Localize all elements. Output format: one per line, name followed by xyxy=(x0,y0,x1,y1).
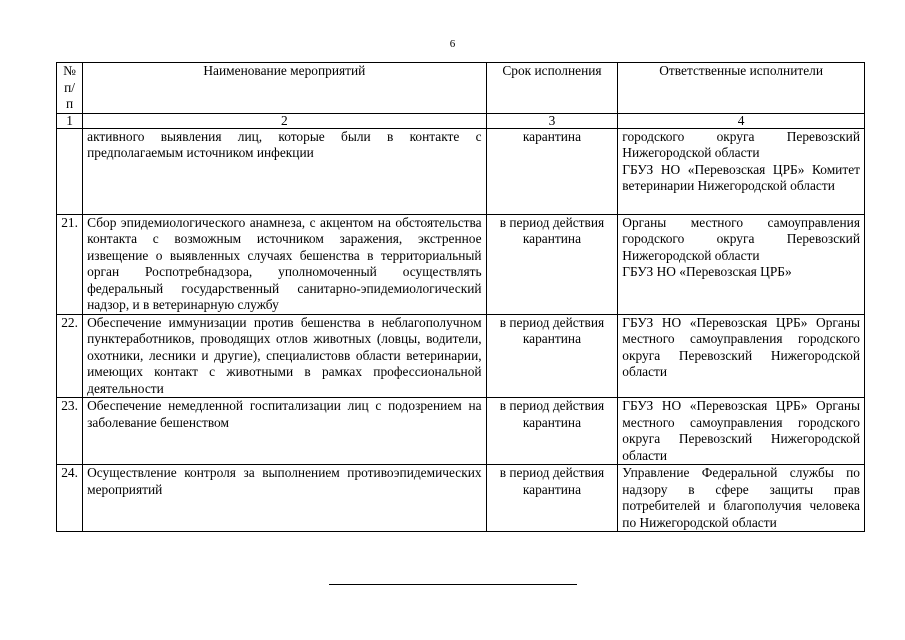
index-1: 1 xyxy=(57,113,83,128)
row-number: 23. xyxy=(57,398,83,465)
executor-line: ГБУЗ НО «Перевозская ЦРБ» Органы местного самоуправления городского округа Перевозский Нижегородской области xyxy=(622,314,860,379)
table-row xyxy=(57,128,865,214)
table-row xyxy=(57,314,865,398)
measure-name: Осуществление контроля за выполнением противоэпидемических мероприятий xyxy=(83,465,486,532)
index-2: 2 xyxy=(83,113,486,128)
measure-executors xyxy=(618,214,865,314)
measure-executors xyxy=(618,465,865,532)
executor-line: Органы местного самоуправления городского округа Перевозский Нижегородской области xyxy=(622,214,860,263)
index-3: 3 xyxy=(486,113,618,128)
row-number: 21. xyxy=(57,214,83,314)
measure-name: Сбор эпидемиологического анамнеза, с акцентом на обстоятельства контакта с возможным источником заражения, экстренное извещение о выявленных случаях бешенства в территориальный орган Роспотребнадзора, уполномоченный осуществлять федеральный государственный санитарно-эпидемиологический надзор, и в ветеринарную службу xyxy=(83,214,486,314)
row-number xyxy=(57,128,83,214)
measure-name: Обеспечение немедленной госпитализации лиц с подозрением на заболевание бешенством xyxy=(83,398,486,465)
table-row xyxy=(57,465,865,532)
header-term: Срок исполнения xyxy=(486,63,618,114)
page-number: 6 xyxy=(449,38,456,50)
end-divider xyxy=(329,584,577,585)
row-number: 22. xyxy=(57,314,83,398)
table-row xyxy=(57,214,865,314)
measure-term: в период действия карантина xyxy=(486,214,618,314)
measure-executors xyxy=(618,314,865,398)
table-header-row xyxy=(57,63,865,114)
executor-line: ГБУЗ НО «Перевозская ЦРБ» Комитет ветеринарии Нижегородской области xyxy=(622,161,860,193)
measure-term: в период действия карантина xyxy=(486,465,618,532)
index-4: 4 xyxy=(618,113,865,128)
measure-term: в период действия карантина xyxy=(486,398,618,465)
header-name: Наименование мероприятий xyxy=(83,63,486,114)
header-executors: Ответственные исполнители xyxy=(618,63,865,114)
header-number: № п/п xyxy=(57,63,83,114)
table-row xyxy=(57,398,865,465)
executor-line: ГБУЗ НО «Перевозская ЦРБ» Органы местного самоуправления городского округа Перевозский Нижегородской области xyxy=(622,398,860,463)
executor-line: городского округа Перевозский Нижегородской области xyxy=(622,128,860,160)
measure-term: в период действия карантина xyxy=(486,314,618,398)
measure-executors xyxy=(618,398,865,465)
measure-executors xyxy=(618,128,865,214)
executor-line: Управление Федеральной службы по надзору в сфере защиты прав потребителей и благополучия человека по Нижегородской области xyxy=(622,465,860,530)
row-number: 24. xyxy=(57,465,83,532)
measure-name: Обеспечение иммунизации против бешенства в неблагополучном пунктеработников, проводящих отлов животных (ловцы, водители, охотники, лесники и другие), специалистовв области ветеринарии, имеющих контакт с животными в рамках профессиональной деятельности xyxy=(83,314,486,398)
measure-name: активного выявления лиц, которые были в контакте с предполагаемым источником инфекции xyxy=(83,128,486,214)
measures-table xyxy=(56,62,865,532)
measure-term: карантина xyxy=(486,128,618,214)
executor-line: ГБУЗ НО «Перевозская ЦРБ» xyxy=(622,264,792,279)
column-index-row xyxy=(57,113,865,128)
